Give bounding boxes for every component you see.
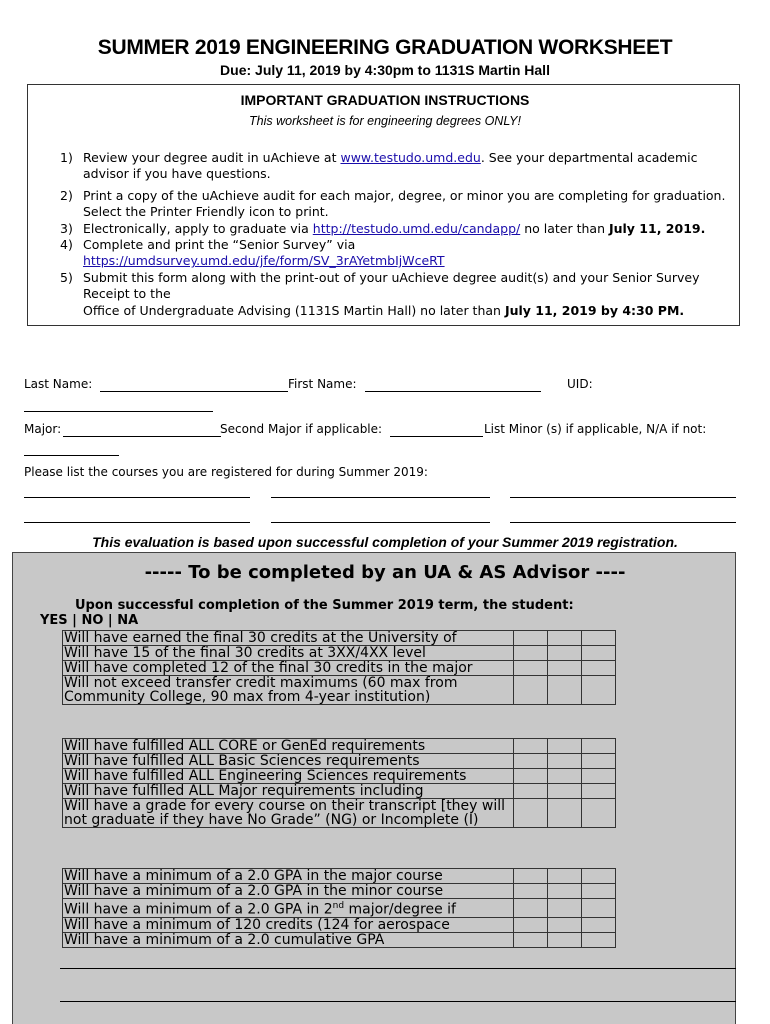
yes-box[interactable] [514, 739, 548, 754]
course-field-5[interactable] [271, 522, 490, 523]
yes-box[interactable] [514, 799, 548, 828]
table-row [63, 646, 616, 661]
major-field[interactable] [63, 436, 221, 437]
table-row [63, 739, 616, 754]
no-box[interactable] [548, 646, 582, 661]
criteria-table-gpa [62, 868, 616, 948]
uid-label: UID: [567, 377, 593, 391]
na-box[interactable] [582, 932, 616, 947]
no-box[interactable] [548, 661, 582, 676]
instructions-title: IMPORTANT GRADUATION INSTRUCTIONS [240, 92, 530, 108]
table-row [63, 869, 616, 884]
table-row [63, 754, 616, 769]
table-row [63, 899, 616, 918]
yes-no-na-header: YES | NO | NA [40, 613, 139, 628]
senior-survey-link[interactable]: https://umdsurvey.umd.edu/jfe/form/SV_3rAYetmbIjWceRT [83, 253, 445, 269]
na-box[interactable] [582, 769, 616, 784]
table-row [63, 661, 616, 676]
candapp-link[interactable]: http://testudo.umd.edu/candapp/ [312, 220, 521, 236]
na-box[interactable] [582, 676, 616, 705]
last-name-field[interactable] [100, 391, 288, 392]
completion-statement: Upon successful completion of the Summer 2019 term, the student: [75, 598, 574, 613]
criterion-text: Will have a minimum of 120 credits (124 for aerospace [63, 917, 514, 932]
na-box[interactable] [582, 917, 616, 932]
course-field-4[interactable] [24, 522, 250, 523]
testudo-link[interactable]: www.testudo.umd.edu [340, 150, 481, 165]
criterion-text: Will have fulfilled ALL Engineering Sciences requirements [63, 769, 514, 784]
advisor-signature-line-2[interactable] [60, 1001, 736, 1002]
course-field-1[interactable] [24, 497, 250, 498]
na-box[interactable] [582, 799, 616, 828]
page-title: SUMMER 2019 ENGINEERING GRADUATION WORKSHEET [97, 36, 673, 59]
instruction-step-1: 1) Review your degree audit in uAchieve at www.testudo.umd.edu. See your departmental academic advisor if you have questions. [60, 150, 698, 182]
no-box[interactable] [548, 631, 582, 646]
no-box[interactable] [548, 676, 582, 705]
no-box[interactable] [548, 899, 582, 918]
criterion-text: Will have a minimum of a 2.0 GPA in the minor course [63, 884, 514, 899]
course-field-6[interactable] [510, 522, 736, 523]
criterion-text: Will have 15 of the final 30 credits at 3XX/4XX level [63, 646, 514, 661]
yes-box[interactable] [514, 884, 548, 899]
course-field-2[interactable] [271, 497, 490, 498]
criterion-text: Will have fulfilled ALL CORE or GenEd requirements [63, 739, 514, 754]
second-major-label: Second Major if applicable: [220, 422, 383, 436]
last-name-label: Last Name: [24, 377, 93, 391]
criterion-text: Will have fulfilled ALL Major requirements including [63, 784, 514, 799]
criterion-text: Will have earned the final 30 credits at the University of [63, 631, 514, 646]
yes-box[interactable] [514, 869, 548, 884]
no-box[interactable] [548, 869, 582, 884]
na-box[interactable] [582, 784, 616, 799]
na-box[interactable] [582, 739, 616, 754]
yes-box[interactable] [514, 631, 548, 646]
no-box[interactable] [548, 769, 582, 784]
uid-field[interactable] [24, 411, 213, 412]
instruction-step-5: 5) Submit this form along with the print-out of your uAchieve degree audit(s) and your Senior Survey Receipt to the Office of Undergraduate Advising (1131S Martin Hall) no later than July 11, 2019 by 4:30 PM. [60, 269, 700, 318]
criteria-table-requirements [62, 738, 616, 828]
no-box[interactable] [548, 784, 582, 799]
yes-box[interactable] [514, 784, 548, 799]
na-box[interactable] [582, 646, 616, 661]
instruction-step-4: 4) Complete and print the “Senior Survey” via https://umdsurvey.umd.edu/jfe/form/SV_3rAYetmbIjWceRT [60, 237, 445, 269]
major-label: Major: [24, 422, 62, 436]
yes-box[interactable] [514, 754, 548, 769]
yes-box[interactable] [514, 769, 548, 784]
no-box[interactable] [548, 754, 582, 769]
criterion-text: Will have a minimum of a 2.0 GPA in 2nd major/degree if [63, 899, 514, 918]
evaluation-disclaimer: This evaluation is based upon successful completion of your Summer 2019 registration. [92, 534, 678, 550]
yes-box[interactable] [514, 917, 548, 932]
criterion-text: Will have a grade for every course on their transcript [they will not graduate if they have No Grade” (NG) or Incomplete (I) [63, 799, 514, 828]
na-box[interactable] [582, 884, 616, 899]
due-date: Due: July 11, 2019 by 4:30pm to 1131S Martin Hall [220, 62, 550, 78]
yes-box[interactable] [514, 661, 548, 676]
na-box[interactable] [582, 631, 616, 646]
no-box[interactable] [548, 932, 582, 947]
first-name-field[interactable] [365, 391, 541, 392]
criterion-text: Will have a minimum of a 2.0 GPA in the major course [63, 869, 514, 884]
table-row [63, 932, 616, 947]
criterion-text: Will have fulfilled ALL Basic Sciences requirements [63, 754, 514, 769]
instructions-list [60, 150, 730, 319]
na-box[interactable] [582, 899, 616, 918]
table-row [63, 784, 616, 799]
table-row [63, 769, 616, 784]
table-row [63, 917, 616, 932]
na-box[interactable] [582, 661, 616, 676]
criterion-text: Will have completed 12 of the final 30 credits in the major [63, 661, 514, 676]
no-box[interactable] [548, 917, 582, 932]
no-box[interactable] [548, 739, 582, 754]
instruction-step-3: 3) Electronically, apply to graduate via http://testudo.umd.edu/candapp/ no later than July 11, 2019. [60, 220, 706, 236]
minor-field[interactable] [24, 455, 119, 456]
instructions-subtitle: This worksheet is for engineering degrees ONLY! [249, 114, 521, 128]
no-box[interactable] [548, 799, 582, 828]
first-name-label: First Name: [288, 377, 357, 391]
course-field-3[interactable] [510, 497, 736, 498]
yes-box[interactable] [514, 676, 548, 705]
table-row [63, 676, 616, 705]
advisor-signature-line-1[interactable] [60, 968, 736, 969]
second-major-field[interactable] [390, 436, 483, 437]
no-box[interactable] [548, 884, 582, 899]
na-box[interactable] [582, 754, 616, 769]
minor-label: List Minor (s) if applicable, N/A if not: [484, 422, 707, 436]
criterion-text: Will not exceed transfer credit maximums (60 max from Community College, 90 max from 4-year institution) [63, 676, 514, 705]
yes-box[interactable] [514, 899, 548, 918]
criterion-text: Will have a minimum of a 2.0 cumulative GPA [63, 932, 514, 947]
yes-box[interactable] [514, 646, 548, 661]
criteria-table-credits [62, 630, 616, 705]
courses-prompt: Please list the courses you are registered for during Summer 2019: [24, 465, 428, 479]
yes-box[interactable] [514, 932, 548, 947]
table-row [63, 884, 616, 899]
advisor-heading: ----- To be completed by an UA & AS Advisor ---- [144, 562, 626, 583]
instruction-step-2: 2) Print a copy of the uAchieve audit for each major, degree, or minor you are completing for graduation. Select the Printer Friendly icon to print. [60, 187, 726, 220]
table-row [63, 799, 616, 828]
na-box[interactable] [582, 869, 616, 884]
table-row [63, 631, 616, 646]
